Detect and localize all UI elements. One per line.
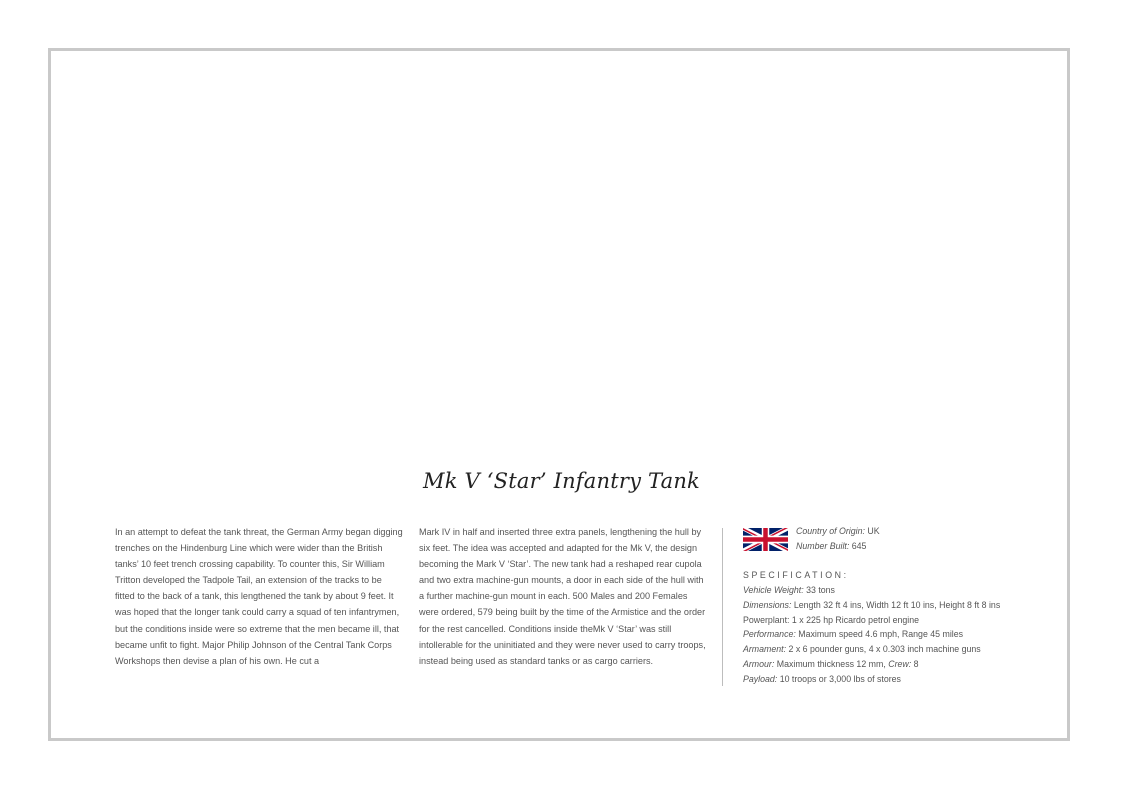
spec-weight xyxy=(743,583,1000,598)
spec-label: Crew: xyxy=(888,658,912,669)
spec-label: Payload: xyxy=(743,673,778,684)
spec-value: Length 32 ft 4 ins, Width 12 ft 10 ins, Height 8 ft 8 ins xyxy=(793,599,1001,610)
spec-value: 33 tons xyxy=(806,585,835,595)
union-jack-flag-icon xyxy=(743,528,788,551)
specification-heading: SPECIFICATION: xyxy=(743,570,849,580)
origin-value: UK xyxy=(867,526,880,536)
number-built xyxy=(796,539,880,554)
spec-dimensions xyxy=(743,598,1000,613)
spec-armour-crew xyxy=(743,657,1000,672)
body-text-2: Mark IV in half and inserted three extra panels, lengthening the hull by six feet. The idea was accepted and adapted for the Mk V, the design becoming the Mark V ‘Star’. The new tank had a reshaped rear cupola and two extra machine-gun mounts, a door in each side of the hull with a further machine-gun mount in each. 500 Males and 200 Females were ordered, 579 being built by the time of the Armistice and the order for the rest cancelled. Conditions inside theMk V ‘Star’ was still intollerable for the uninitiated and they were never used to carry troops, instead being used as standard tanks or as cargo carriers. xyxy=(419,527,706,666)
country-of-origin xyxy=(796,524,880,539)
column-divider xyxy=(722,528,723,686)
illustration-area xyxy=(51,51,1067,451)
built-label: Number Built: xyxy=(796,541,850,551)
spec-payload xyxy=(743,672,1000,687)
spec-value: Maximum speed 4.6 mph, Range 45 miles xyxy=(798,629,964,640)
spec-label: Dimensions: xyxy=(743,599,792,610)
origin-label: Country of Origin: xyxy=(796,526,865,536)
body-column-2 xyxy=(419,524,707,669)
body-column-1 xyxy=(115,524,403,669)
vehicle-meta xyxy=(796,524,880,554)
specification-list xyxy=(743,583,1000,687)
spec-label: Performance: xyxy=(743,629,796,640)
spec-label: Armour: xyxy=(743,658,775,669)
body-text-1: In an attempt to defeat the tank threat, the German Army began digging trenches on the Hindenburg Line which were wider than the British tanks’ 10 feet trench crossing capability. To counter this, Sir William Tritton developed the Tadpole Tail, an extension of the tracks to be fitted to the back of a tank, this lengthened the tank by about 9 feet. It was hoped that the longer tank could carry a squad of ten infantrymen, but the conditions inside were so extreme that the men became ill, that became unfit to fight. Major Philip Johnson of the Central Tank Corps Workshops then devise a plan of his own. He cut a xyxy=(115,527,403,666)
spec-value: 8 xyxy=(913,658,919,669)
spec-performance xyxy=(743,627,1000,642)
spec-value: 10 troops or 3,000 lbs of stores xyxy=(779,673,901,684)
spec-armament xyxy=(743,642,1000,657)
page-title: Mk V ‘Star’ Infantry Tank xyxy=(423,469,700,493)
spec-value: 2 x 6 pounder guns, 4 x 0.303 inch machine guns xyxy=(788,644,981,655)
spec-powerplant: Powerplant: 1 x 225 hp Ricardo petrol engine xyxy=(743,614,920,625)
spec-value: Maximum thickness 12 mm, xyxy=(776,658,886,669)
spec-label: Armament: xyxy=(743,644,787,655)
built-value: 645 xyxy=(851,541,867,551)
spec-label: Vehicle Weight: xyxy=(743,585,804,595)
